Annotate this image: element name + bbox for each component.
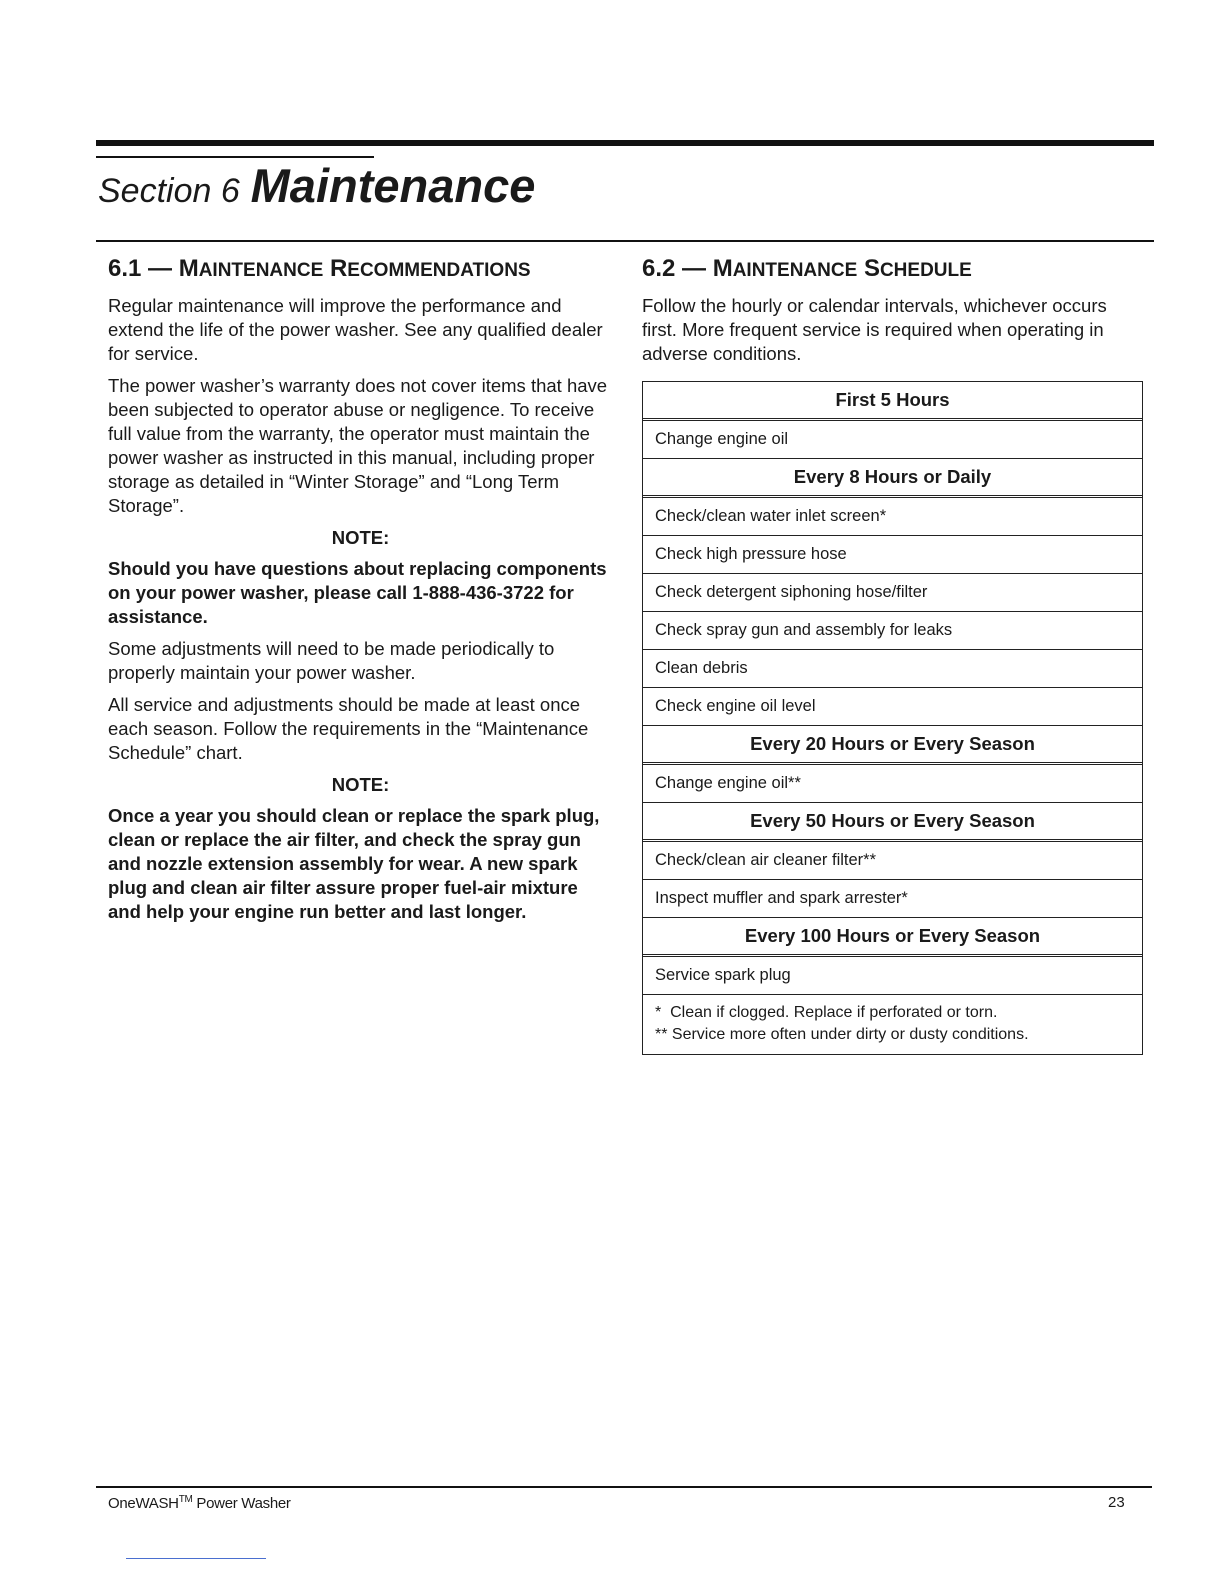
footer-product-name: OneWASH™ Power Washer	[108, 1494, 291, 1512]
task-row: Check/clean air cleaner filter**	[643, 842, 1142, 880]
recommendations-heading: 6.1 — MAINTENANCE RECOMMENDATIONS	[108, 255, 531, 282]
task-row: Inspect muffler and spark arrester*	[643, 880, 1142, 918]
task-row: Service spark plug	[643, 957, 1142, 995]
trademark-mark: TM	[178, 1494, 193, 1505]
note-label: NOTE:	[331, 527, 390, 548]
note-text: Once a year you should clean or replace the spark plug, clean or replace the air filter, and check the spray gun and nozzle extension assembly for wear. A new spark plug and clean air filter assure proper fuel-air mixture and help your engine run better and last longer.	[108, 805, 600, 922]
schedule-column	[642, 250, 1146, 374]
section-name: Maintenance	[250, 159, 536, 212]
task-row: Check/clean water inlet screen*	[643, 498, 1142, 536]
note-label: NOTE:	[331, 774, 390, 795]
paragraph: Regular maintenance will improve the performance and extend the life of the power washer. See any qualified dealer for service.	[108, 295, 603, 364]
task-row: Change engine oil**	[643, 765, 1142, 803]
recommendations-column	[108, 250, 613, 932]
interval-header: Every 50 Hours or Every Season	[643, 803, 1142, 842]
footnote: * Clean if clogged. Replace if perforated or torn.	[655, 1004, 998, 1021]
link-underline	[126, 1558, 266, 1559]
title-divider	[96, 240, 1154, 242]
page-number: 23	[1108, 1494, 1125, 1511]
schedule-heading: 6.2 — MAINTENANCE SCHEDULE	[642, 255, 972, 282]
table-footnotes	[643, 995, 1142, 1054]
interval-header: Every 8 Hours or Daily	[643, 459, 1142, 498]
task-row: Check spray gun and assembly for leaks	[643, 612, 1142, 650]
note-text: Should you have questions about replacing components on your power washer, please call 1-888-436-3722 for assistance.	[108, 558, 607, 627]
task-row: Check detergent siphoning hose/filter	[643, 574, 1142, 612]
section-prefix: Section 6	[98, 172, 240, 210]
footer-rule	[96, 1486, 1152, 1488]
interval-header: Every 100 Hours or Every Season	[643, 918, 1142, 957]
task-row: Check engine oil level	[643, 688, 1142, 726]
paragraph: Some adjustments will need to be made periodically to properly maintain your power washer.	[108, 638, 555, 683]
top-rule	[96, 140, 1154, 146]
footnote: ** Service more often under dirty or dusty conditions.	[655, 1026, 1029, 1043]
task-row: Change engine oil	[643, 421, 1142, 459]
interval-header: First 5 Hours	[643, 382, 1142, 421]
task-row: Clean debris	[643, 650, 1142, 688]
schedule-intro: Follow the hourly or calendar intervals, whichever occurs first. More frequent service is required when operating in adverse conditions.	[642, 295, 1107, 364]
paragraph: The power washer’s warranty does not cover items that have been subjected to operator abuse or negligence. To receive full value from the warranty, the operator must maintain the power washer as instructed in this manual, including proper storage as detailed in “Winter Storage” and “Long Term Storage”.	[108, 375, 608, 516]
interval-header: Every 20 Hours or Every Season	[643, 726, 1142, 765]
maintenance-schedule-table	[642, 381, 1143, 1055]
page-title	[98, 160, 535, 217]
title-underline	[96, 156, 374, 158]
task-row: Check high pressure hose	[643, 536, 1142, 574]
paragraph: All service and adjustments should be made at least once each season. Follow the requirements in the “Maintenance Schedule” chart.	[108, 694, 589, 763]
